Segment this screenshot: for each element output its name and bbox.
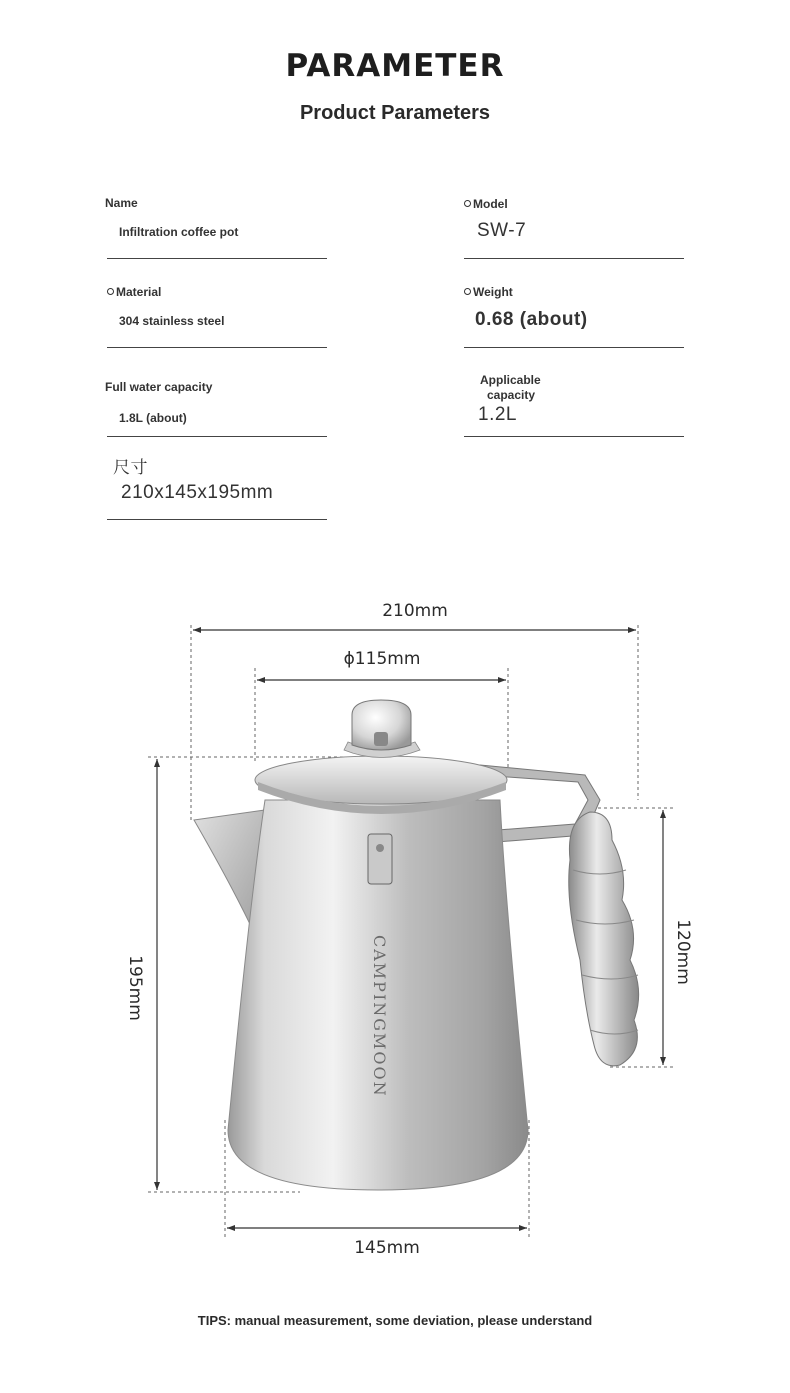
dimension-base-label: 145mm	[354, 1238, 420, 1258]
param-model-label-wrap	[464, 197, 508, 211]
tips-text: TIPS: manual measurement, some deviation, please understand	[197, 1313, 593, 1328]
param-applicable-label-line2: capacity	[487, 388, 536, 402]
param-divider	[107, 436, 327, 437]
param-material-label: Material	[116, 285, 162, 299]
param-name-value: Infiltration coffee pot	[119, 225, 239, 239]
param-full-capacity-label: Full water capacity	[105, 380, 213, 394]
dimension-handle-label: 120mm	[673, 919, 693, 985]
param-applicable-label-line1: Applicable	[480, 373, 541, 387]
param-applicable-value: 1.2L	[478, 404, 517, 425]
param-weight-value: 0.68 (about)	[475, 309, 588, 330]
bullet-icon	[464, 288, 471, 295]
param-weight-label-wrap	[464, 285, 513, 299]
param-divider	[464, 258, 684, 259]
param-divider	[464, 436, 684, 437]
page-subtitle: Product Parameters	[299, 102, 491, 124]
param-divider	[464, 347, 684, 348]
param-name-label: Name	[105, 196, 138, 210]
dimension-width-label: 210mm	[382, 601, 448, 621]
bullet-icon	[107, 288, 114, 295]
param-size-label: 尺寸	[113, 458, 148, 477]
param-size-label-wrap	[107, 453, 148, 478]
param-material-value: 304 stainless steel	[119, 314, 225, 328]
param-material-label-wrap	[107, 285, 161, 299]
param-full-capacity-value: 1.8L (about)	[119, 411, 187, 425]
param-weight-label: Weight	[473, 285, 513, 299]
param-divider	[107, 519, 327, 520]
param-model-value: SW-7	[477, 220, 527, 241]
brand-text: CAMPINGMOON	[370, 935, 389, 1098]
page-title: PARAMETER	[285, 48, 505, 84]
param-size-value: 210x145x195mm	[121, 482, 274, 503]
param-divider	[107, 258, 327, 259]
dimension-lid-label: ϕ115mm	[343, 649, 421, 669]
param-divider	[107, 347, 327, 348]
bullet-icon	[464, 200, 471, 207]
product-diagram	[0, 580, 790, 1280]
param-model-label: Model	[473, 197, 508, 211]
dimension-height-label: 195mm	[125, 955, 145, 1021]
coffee-pot-image	[194, 700, 639, 1190]
